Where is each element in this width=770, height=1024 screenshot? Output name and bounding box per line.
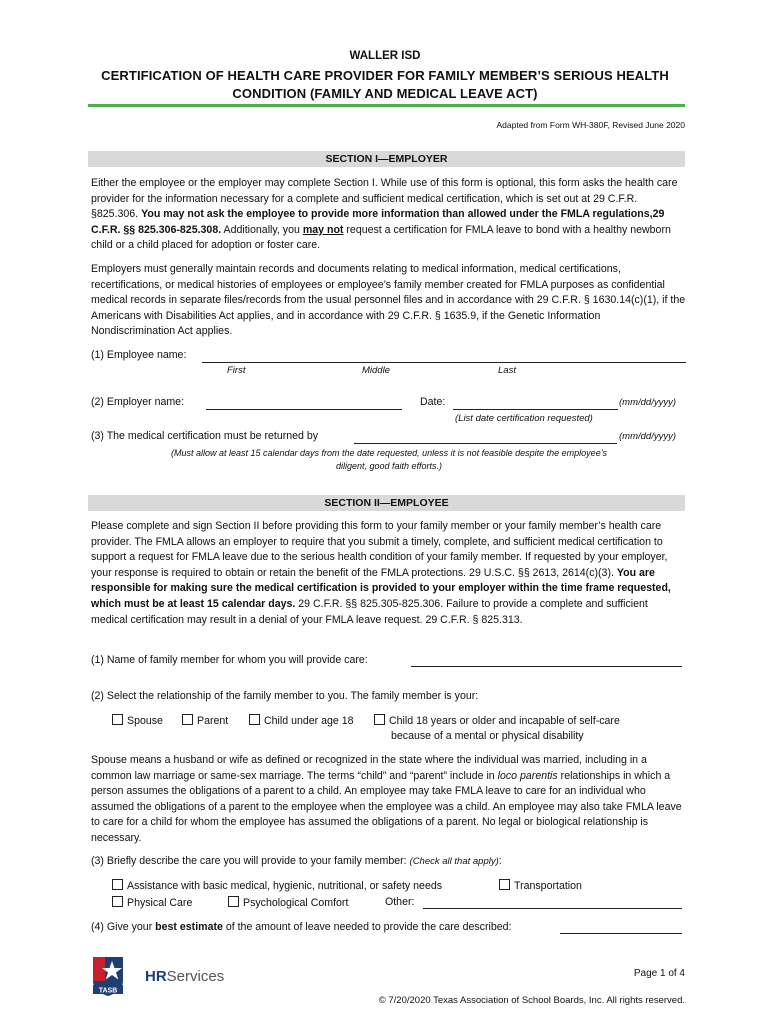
care-physical-option[interactable]: Physical Care — [112, 896, 192, 909]
employee-name-label: (1) Employee name: — [91, 349, 187, 361]
title-divider — [88, 104, 685, 107]
relationship-child-over-18-continued: because of a mental or physical disability — [391, 730, 584, 742]
relationship-parent-option[interactable]: Parent — [182, 714, 228, 727]
child-over-18-checkbox[interactable] — [374, 714, 385, 725]
form-title-line2: CONDITION (FAMILY AND MEDICAL LEAVE ACT) — [232, 86, 538, 101]
last-name-caption: Last — [498, 365, 516, 376]
relationship-question: (2) Select the relationship of the family member to you. The family member is your: — [91, 690, 479, 702]
relationship-child-over-18-option[interactable]: Child 18 years or older and incapable of self-care — [374, 714, 620, 727]
section-1-heading: SECTION I—EMPLOYER — [88, 151, 685, 167]
copyright-notice: © 7/20/2020 Texas Association of School Boards, Inc. All rights reserved. — [378, 995, 685, 1006]
section-2-heading: SECTION II—EMPLOYEE — [88, 495, 685, 511]
return-by-date-field[interactable] — [354, 443, 617, 444]
adapted-note: Adapted from Form WH-380F, Revised June 2020 — [496, 120, 685, 130]
family-member-name-label: (1) Name of family member for whom you will provide care: — [91, 654, 368, 666]
date-requested-caption: (List date certification requested) — [455, 413, 593, 424]
form-title — [0, 67, 770, 103]
return-by-label: (3) The medical certification must be returned by — [91, 430, 319, 442]
section-1-paragraph-2: Employers must generally maintain records and documents relating to medical information, medical certifications, recertifications, or medical histories of employees or employee’s family member created for FMLA purposes as confidential medical records in separate files/records from the usual personnel files and in accordance with 29 C.F.R. § 1630.14(c)(1), if the Americans with Disabilities Act applies, and in accordance with 29 C.F.R. § 1635.9, if the Genetic Information Nondiscrimination Act applies. — [91, 263, 686, 338]
care-psychological-option[interactable]: Psychological Comfort — [228, 896, 348, 909]
date-requested-field[interactable] — [453, 409, 618, 410]
hr-services-brand: HRServices — [145, 968, 225, 985]
care-other-field[interactable] — [423, 908, 682, 909]
relationship-definition-paragraph: Spouse means a husband or wife as defined or recognized in the state where the individual was married, including in a common law marriage or same-sex marriage. The terms “child” and “parent” include in loco parentis relationships in which a person assumes the obligations of a parent to a child. An employee may take FMLA leave to care for an individual who assumed the obligations of a parent to the employee when the employee was a child. An employee may also take FMLA leave to care for a child for whom the employee has assumed the obligations of a parent. No legal or biological relationship is necessary. — [91, 754, 682, 844]
physical-care-checkbox[interactable] — [112, 896, 123, 907]
care-other-label: Other: — [385, 896, 415, 908]
psychological-comfort-checkbox[interactable] — [228, 896, 239, 907]
employer-name-label: (2) Employer name: — [91, 396, 185, 408]
first-name-caption: First — [227, 365, 246, 376]
leave-estimate-question: (4) Give your best estimate of the amount of leave needed to provide the care described: — [91, 921, 512, 933]
organization-name: WALLER ISD — [349, 50, 421, 62]
parent-checkbox[interactable] — [182, 714, 193, 725]
return-by-note: (Must allow at least 15 calendar days from the date requested, unless it is not feasible despite the employee’s diligent, good faith efforts.) — [170, 448, 608, 471]
spouse-checkbox[interactable] — [112, 714, 123, 725]
relationship-spouse-option[interactable]: Spouse — [112, 714, 163, 727]
care-assistance-option[interactable]: Assistance with basic medical, hygienic, nutritional, or safety needs — [112, 879, 442, 892]
employer-name-field[interactable] — [206, 409, 402, 410]
middle-name-caption: Middle — [362, 365, 390, 376]
care-transportation-option[interactable]: Transportation — [499, 879, 582, 892]
date-format-hint: (mm/dd/yyyy) — [619, 397, 676, 408]
transportation-checkbox[interactable] — [499, 879, 510, 890]
leave-estimate-field[interactable] — [560, 933, 682, 934]
tasb-logo — [91, 955, 125, 997]
page-number: Page 1 of 4 — [633, 968, 685, 979]
section-1-paragraph-1: Either the employee or the employer may complete Section I. While use of this form is optional, this form asks the health care provider for the information necessary for a complete and sufficient medical certification, which is set out at 29 C.F.R. §825.306. You may not ask the employee to provide more information than allowed under the FMLA regulations,29 C.F.R. §§ 825.306-825.308. Additionally, you may not request a certification for FMLA leave to bond with a healthy newborn child or a child placed for adoption or foster care. — [91, 177, 678, 252]
relationship-child-under-18-option[interactable]: Child under age 18 — [249, 714, 354, 727]
care-description-question: (3) Briefly describe the care you will provide to your family member: (Check all that apply): — [91, 855, 502, 867]
employee-name-field[interactable] — [202, 362, 686, 363]
section-2-paragraph-1: Please complete and sign Section II before providing this form to your family member or your family member’s health care provider. The FMLA allows an employer to require that you submit a timely, complete, and sufficient medical certification to support a request for FMLA leave due to the serious health condition of your family member. If requested by your employer, your response is required to obtain or retain the benefit of the FMLA protections. 29 U.S.C. §§ 2613, 2614(c)(3). You are responsible for making sure the medical certification is provided to your employer within the time frame requested, which must be at least 15 calendar days. 29 C.F.R. §§ 825.305-825.306. Failure to provide a complete and sufficient medical certification may result in a denial of your FMLA leave request. 29 C.F.R. § 825.313. — [91, 520, 671, 626]
assistance-checkbox[interactable] — [112, 879, 123, 890]
tasb-logo-text: TASB — [98, 987, 118, 995]
family-member-name-field[interactable] — [411, 666, 682, 667]
child-under-18-checkbox[interactable] — [249, 714, 260, 725]
return-date-format-hint: (mm/dd/yyyy) — [619, 431, 676, 442]
form-title-line1: CERTIFICATION OF HEALTH CARE PROVIDER FOR FAMILY MEMBER’S SERIOUS HEALTH — [101, 68, 669, 83]
date-label: Date: — [420, 396, 446, 408]
